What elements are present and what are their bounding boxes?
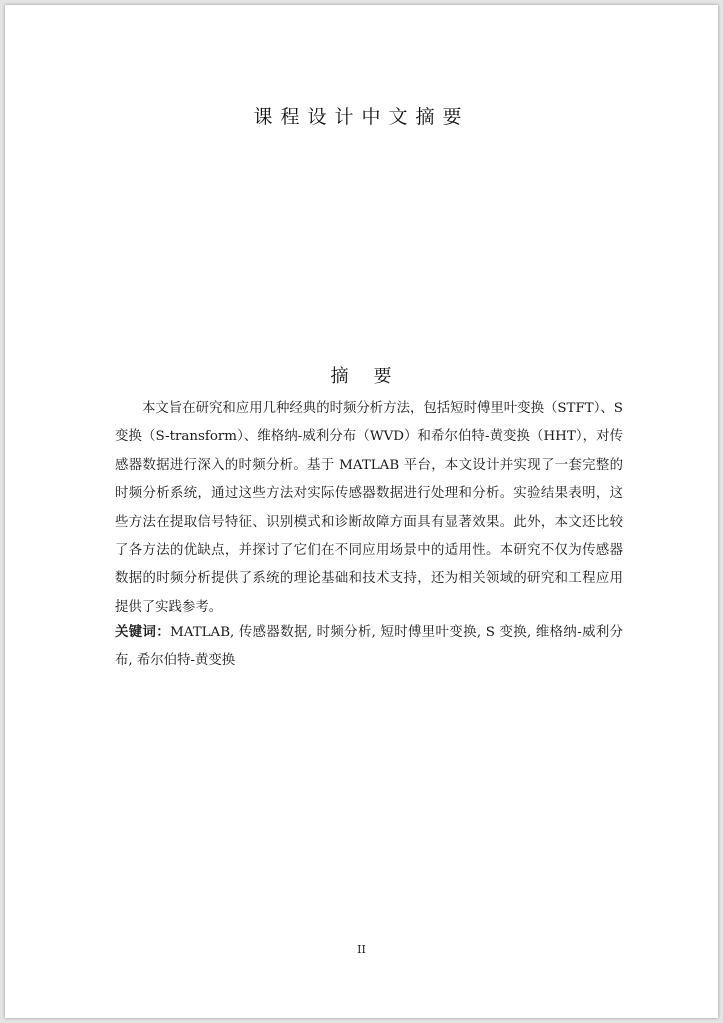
- abstract-heading-right: 要: [373, 366, 393, 387]
- document-title: 课程设计中文摘要: [253, 106, 470, 128]
- document-page: [5, 5, 718, 1018]
- keywords-label: 关键词：: [115, 625, 171, 640]
- keywords-line: [115, 619, 623, 676]
- abstract-paragraph: 本文旨在研究和应用几种经典的时频分析方法，包括短时傅里叶变换（STFT）、S 变换（S-transform）、维格纳-威利分布（WVD）和希尔伯特-黄变换（HHT），对传感器数据进行深入的时频分析。基于 MATLAB 平台，本文设计并实现了一套完整的时频分析系统，通过这些方法对实际传感器数据进行处理和分析。实验结果表明，这些方法在提取信号特征、识别模式和诊断故障方面具有显著效果。此外，本文还比较了各方法的优缺点，并探讨了它们在不同应用场景中的适用性。本研究不仅为传感器数据的时频分析提供了系统的理论基础和技术支持，还为相关领域的研究和工程应用提供了实践参考。: [115, 401, 623, 615]
- page-number: II: [357, 943, 366, 956]
- keywords-text: MATLAB, 传感器数据, 时频分析, 短时傅里叶变换, S 变换, 维格纳-威利分布, 希尔伯特-黄变换: [115, 625, 623, 669]
- abstract-heading: [5, 362, 718, 388]
- abstract-heading-left: 摘: [330, 366, 350, 387]
